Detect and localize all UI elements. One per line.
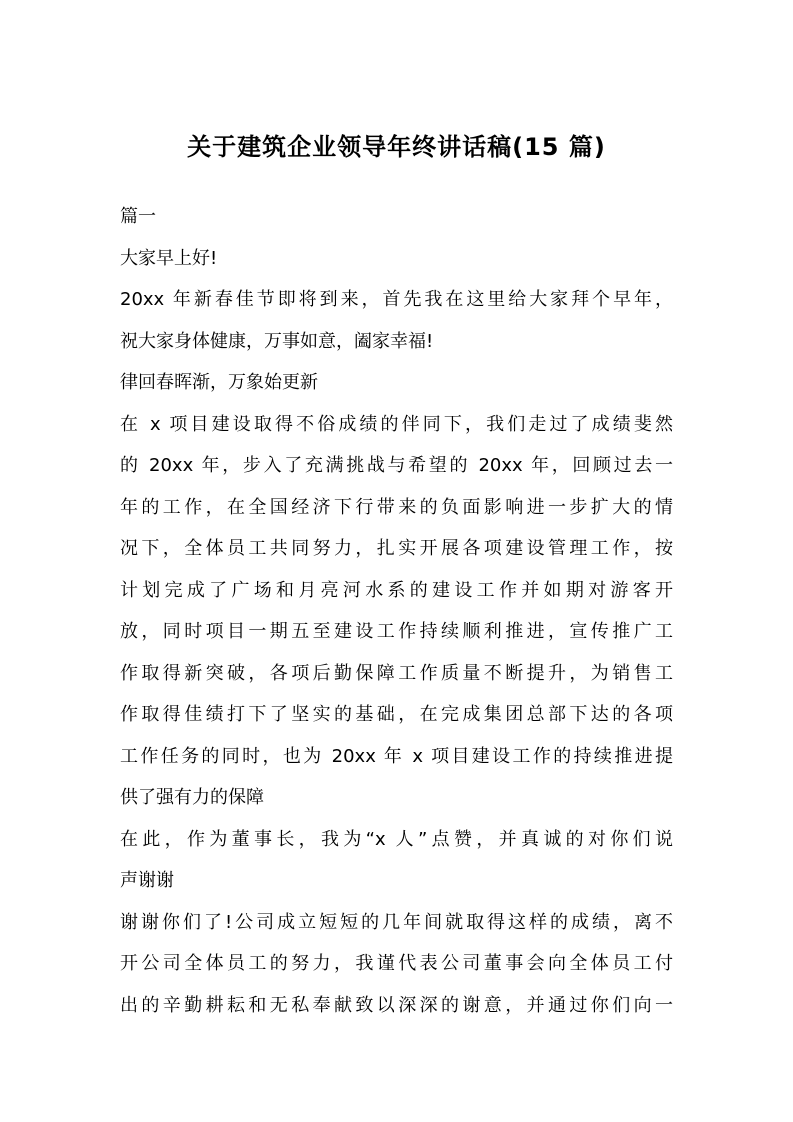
body-line-1: 篇一 — [120, 206, 156, 227]
body-line-13: 作取得佳绩打下了坚实的基础，在完成集团总部下达的各项 — [120, 704, 673, 725]
body-line-10: 计划完成了广场和月亮河水系的建设工作并如期对游客开 — [120, 579, 673, 601]
body-line-6: 在 x 项目建设取得不俗成绩的伴同下，我们走过了成绩斐然 — [120, 413, 673, 435]
body-line-18: 谢谢你们了!公司成立短短的几年间就取得这样的成绩，离不 — [120, 911, 673, 933]
body-line-4: 祝大家身体健康，万事如意，阖家幸福! — [120, 330, 434, 352]
body-line-14: 工作任务的同时，也为 20xx 年 x 项目建设工作的持续推进提 — [120, 745, 673, 767]
body-line-19: 开公司全体员工的努力，我谨代表公司董事会向全体员工付 — [120, 953, 673, 974]
body-line-8: 年的工作，在全国经济下行带来的负面影响进一步扩大的情 — [120, 496, 673, 518]
body-line-17: 声谢谢 — [120, 870, 174, 891]
body-line-11: 放，同时项目一期五至建设工作持续顺利推进，宣传推广工 — [120, 621, 673, 642]
document-body — [120, 196, 673, 1026]
body-line-16: 在此，作为董事长，我为“x 人”点赞，并真诚的对你们说 — [120, 828, 673, 850]
body-line-7: 的 20xx 年，步入了充满挑战与希望的 20xx 年，回顾过去一 — [120, 455, 673, 476]
body-line-20: 出的辛勤耕耘和无私奉献致以深深的谢意，并通过你们向一 — [120, 994, 673, 1016]
body-line-2: 大家早上好! — [120, 247, 218, 269]
body-line-5: 律回春晖渐，万象始更新 — [120, 372, 318, 393]
body-line-9: 况下，全体员工共同努力，扎实开展各项建设管理工作，按 — [120, 538, 673, 559]
body-line-3: 20xx 年新春佳节即将到来，首先我在这里给大家拜个早年， — [120, 289, 673, 310]
body-line-15: 供了强有力的保障 — [120, 787, 264, 808]
document-title: 关于建筑企业领导年终讲话稿(15 篇) — [187, 133, 606, 161]
body-line-12: 作取得新突破，各项后勤保障工作质量不断提升，为销售工 — [120, 662, 673, 684]
